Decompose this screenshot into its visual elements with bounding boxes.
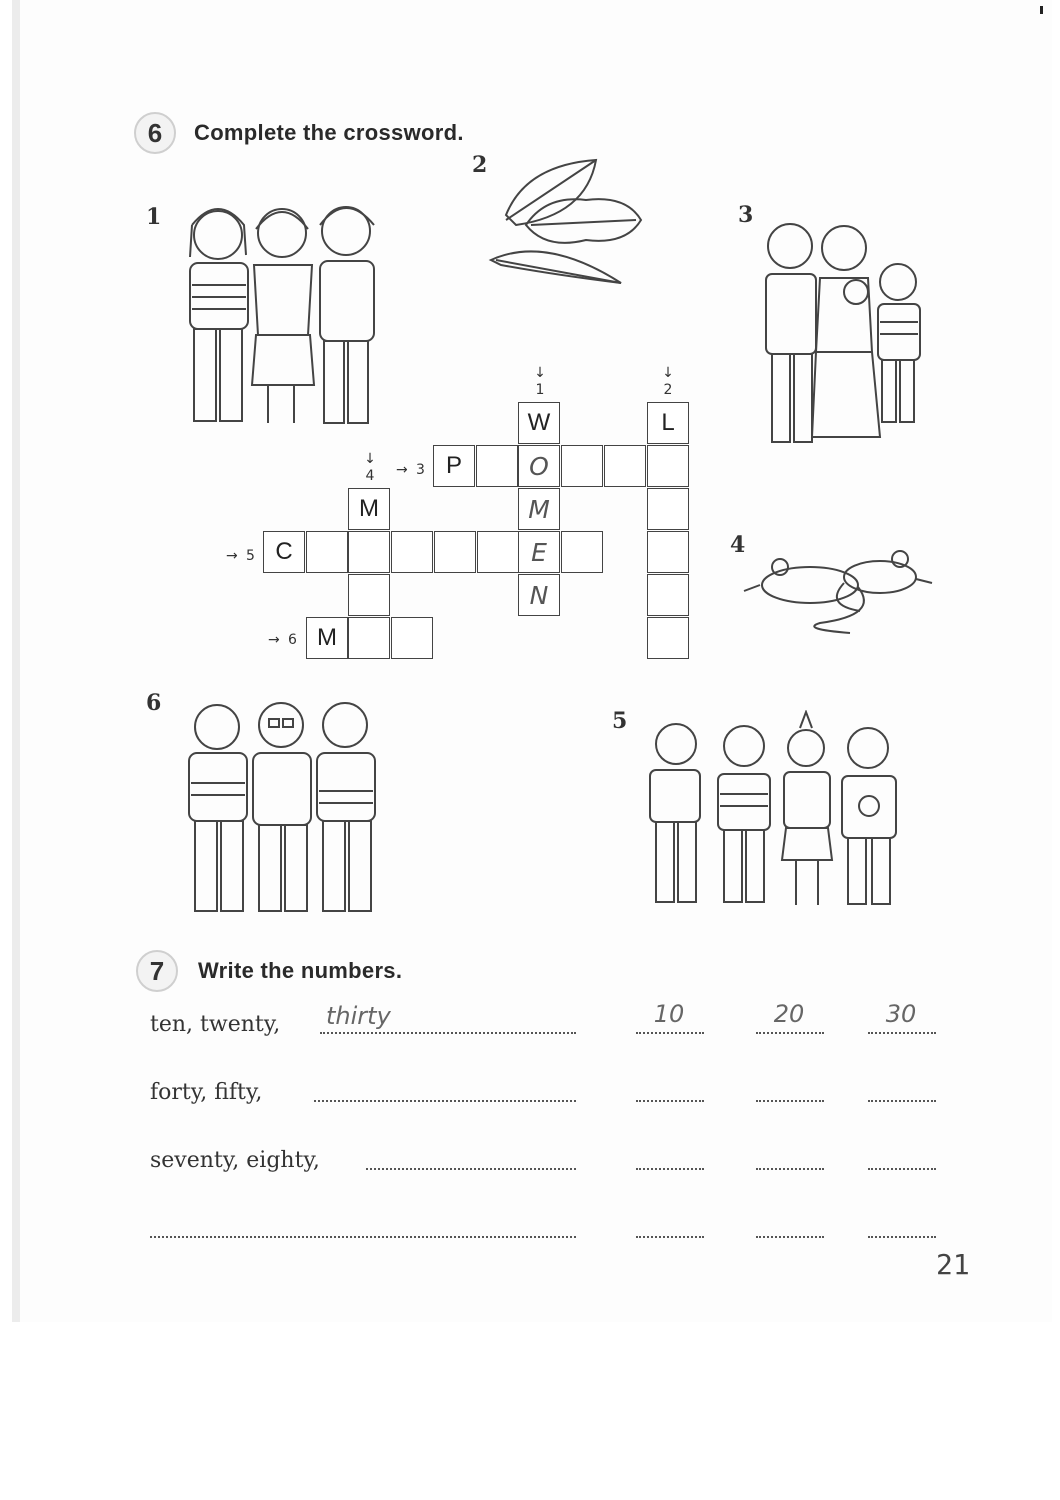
number-handwritten: 30	[885, 1000, 917, 1028]
leaves-illustration	[486, 155, 651, 290]
number-line[interactable]	[756, 1236, 824, 1238]
down-arrow-1-icon: ↓	[534, 365, 546, 381]
number-line[interactable]	[636, 1236, 704, 1238]
crossword-cell[interactable]: M	[518, 488, 560, 530]
crossword-cell[interactable]: M	[306, 617, 348, 659]
picture-label-6: 6	[146, 690, 162, 716]
crossword-cell[interactable]	[434, 531, 476, 573]
numbers-row-prompt: forty, fifty,	[150, 1080, 263, 1105]
crossword-cell[interactable]	[647, 488, 689, 530]
exercise-6-title: Complete the crossword.	[194, 120, 464, 145]
crossword-cell[interactable]: N	[518, 574, 560, 616]
answer-line[interactable]	[366, 1168, 576, 1170]
number-line[interactable]	[636, 1032, 704, 1034]
men-illustration	[175, 695, 400, 920]
children-illustration	[636, 710, 921, 915]
crossword-cell[interactable]: O	[518, 445, 560, 487]
crossword-cell[interactable]	[647, 617, 689, 659]
number-line[interactable]	[636, 1168, 704, 1170]
crossword-cell[interactable]	[561, 531, 603, 573]
numbers-row-prompt: ten, twenty,	[150, 1012, 281, 1037]
picture-label-3: 3	[738, 202, 754, 228]
crossword-cell[interactable]: E	[518, 531, 560, 573]
picture-label-2: 2	[472, 152, 488, 178]
down-arrow-2-icon: ↓	[662, 365, 674, 381]
crossword-cell[interactable]: M	[348, 488, 390, 530]
clue-number-down-4: 4	[365, 468, 375, 484]
scan-mark	[1040, 6, 1043, 14]
crossword-cell[interactable]	[348, 574, 390, 616]
exercise-6-number: 6	[134, 112, 176, 154]
number-handwritten: 10	[653, 1000, 685, 1028]
number-line[interactable]	[636, 1100, 704, 1102]
crossword-cell[interactable]	[604, 445, 646, 487]
number-line[interactable]	[756, 1100, 824, 1102]
crossword-cell[interactable]	[391, 617, 433, 659]
picture-label-1: 1	[146, 204, 162, 230]
clue-number-down-1: 1	[535, 382, 545, 398]
crossword-cell[interactable]	[647, 445, 689, 487]
clue-number-across-5: 5	[246, 548, 255, 564]
crossword-cell[interactable]	[306, 531, 348, 573]
clue-number-across-3: 3	[416, 462, 425, 478]
crossword-cell[interactable]	[561, 445, 603, 487]
numbers-row-prompt: seventy, eighty,	[150, 1148, 320, 1173]
exercise-7-title: Write the numbers.	[198, 958, 403, 983]
across-arrow-5-icon: →	[226, 548, 238, 564]
number-line[interactable]	[868, 1032, 936, 1034]
number-line[interactable]	[756, 1032, 824, 1034]
crossword-cell[interactable]: W	[518, 402, 560, 444]
crossword-cell[interactable]	[348, 531, 390, 573]
number-line[interactable]	[868, 1236, 936, 1238]
answer-line[interactable]	[314, 1100, 576, 1102]
family-illustration	[752, 212, 937, 452]
answer-handwritten: thirty	[326, 1002, 391, 1030]
crossword-cell[interactable]: P	[433, 445, 475, 487]
crossword-cell[interactable]: C	[263, 531, 305, 573]
number-line[interactable]	[868, 1100, 936, 1102]
crossword-cell[interactable]: L	[647, 402, 689, 444]
picture-label-4: 4	[730, 532, 746, 558]
across-arrow-6-icon: →	[268, 632, 280, 648]
picture-label-5: 5	[612, 708, 628, 734]
number-line[interactable]	[868, 1168, 936, 1170]
answer-line[interactable]	[320, 1032, 576, 1034]
exercise-7-number: 7	[136, 950, 178, 992]
down-arrow-4-icon: ↓	[364, 451, 376, 467]
across-arrow-3-icon: →	[396, 462, 408, 478]
women-illustration	[170, 195, 400, 435]
number-handwritten: 20	[773, 1000, 805, 1028]
clue-number-down-2: 2	[663, 382, 673, 398]
crossword-cell[interactable]	[477, 531, 519, 573]
mice-illustration	[740, 545, 935, 635]
page-number: 21	[936, 1248, 970, 1281]
crossword-cell[interactable]	[476, 445, 518, 487]
crossword-cell[interactable]	[647, 574, 689, 616]
clue-number-across-6: 6	[288, 632, 297, 648]
answer-line[interactable]	[150, 1236, 576, 1238]
crossword-cell[interactable]	[348, 617, 390, 659]
number-line[interactable]	[756, 1168, 824, 1170]
crossword-cell[interactable]	[391, 531, 433, 573]
crossword-cell[interactable]	[647, 531, 689, 573]
